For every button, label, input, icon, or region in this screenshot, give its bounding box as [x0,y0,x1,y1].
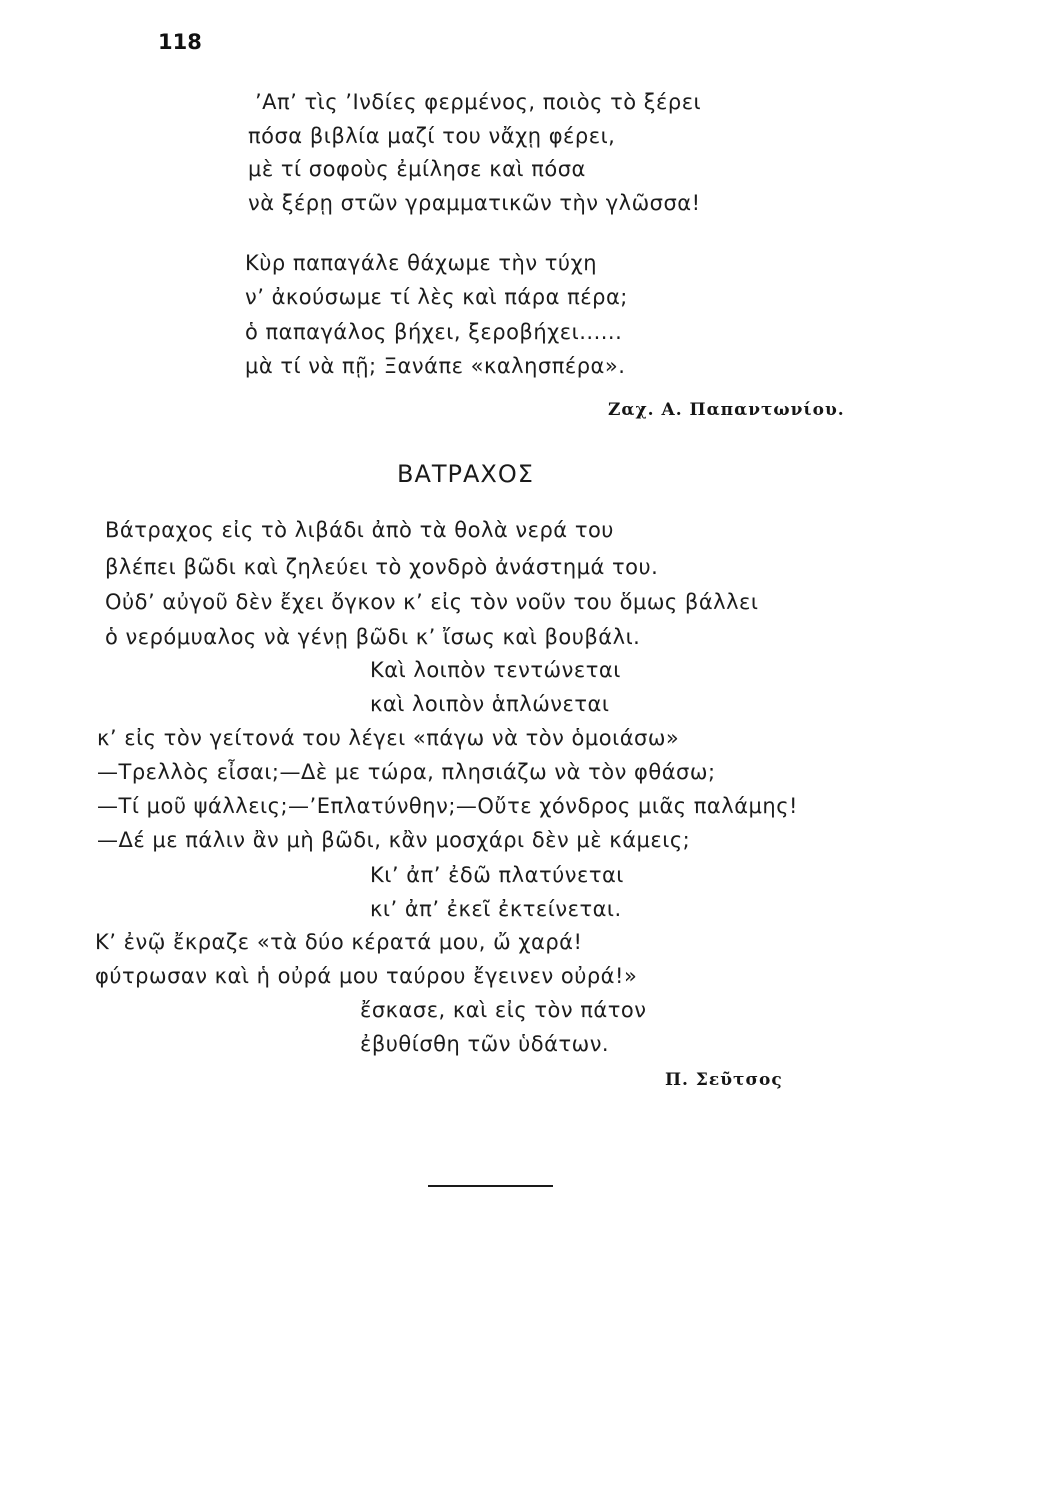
poem1-line: μὲ τί σοφοὺς ἐμίλησε καὶ πόσα [248,157,586,181]
poem2-line: —Τί μοῦ ψάλλεις;—’Επλατύνθην;—Οὔτε χόνδρος μιᾶς παλάμης! [97,794,798,818]
poem2-line: —Τρελλὸς εἶσαι;—Δὲ με τώρα, πλησιάζω νὰ τὸν φθάσω; [97,760,716,784]
poem1-line: μὰ τί νὰ πῇ; Ξανάπε «καλησπέρα». [245,354,626,378]
poem2-title: ΒΑΤΡΑΧΟΣ [397,460,534,488]
poem1-line: Κὺρ παπαγάλε θάχωμε τὴν τύχη [245,251,598,275]
poem2-line: ἐβυθίσθη τῶν ὑδάτων. [360,1032,610,1056]
poem2-line: φύτρωσαν καὶ ἡ οὐρά μου ταύρου ἔγεινεν οὐρά!» [95,964,638,988]
poem1-line: πόσα βιβλία μαζί του νἄχῃ φέρει, [248,124,616,148]
poem1-line: νὰ ξέρῃ στῶν γραμματικῶν τὴν γλῶσσα! [248,191,701,215]
poem2-line: Κ’ ἐνῷ ἔκραζε «τὰ δύο κέρατά μου, ὤ χαρά! [95,930,583,954]
poem2-line: Οὐδ’ αὐγοῦ δὲν ἔχει ὄγκον κ’ εἰς τὸν νοῦν του ὅμως βάλλει [105,590,759,614]
poem1-line: ν’ ἀκούσωμε τί λὲς καὶ πάρα πέρα; [245,285,628,309]
poem2-line: κ’ εἰς τὸν γείτονά του λέγει «πάγω νὰ τὸν ὁμοιάσω» [97,726,680,750]
poem2-line: καὶ λοιπὸν ἁπλώνεται [370,692,610,716]
poem2-line: Κι’ ἀπ’ ἐδῶ πλατύνεται [370,863,624,887]
poem1-signature: Ζαχ. Α. Παπαντωνίου. [608,400,845,420]
page-number: 118 [158,30,202,54]
poem2-line: κι’ ἀπ’ ἐκεῖ ἐκτείνεται. [370,897,622,921]
poem2-line: ὁ νερόμυαλος νὰ γένῃ βῶδι κ’ ἴσως καὶ βουβάλι. [105,625,641,649]
poem2-line: Καὶ λοιπὸν τεντώνεται [370,658,621,682]
poem1-line: ’Απ’ τὶς ’Ινδίες φερμένος, ποιὸς τὸ ξέρει [255,90,702,114]
poem2-line: ἔσκασε, καὶ εἰς τὸν πάτον [360,998,647,1022]
poem1-line: ὁ παπαγάλος βήχει, ξεροβήχει...... [245,320,623,344]
poem2-line: —Δέ με πάλιν ἂν μὴ βῶδι, κἂν μοσχάρι δὲν μὲ κάμεις; [97,828,691,852]
poem2-line: βλέπει βῶδι καὶ ζηλεύει τὸ χονδρὸ ἀνάστημά του. [105,555,659,579]
poem2-line: Βάτραχος εἰς τὸ λιβάδι ἀπὸ τὰ θολὰ νερά του [105,518,614,542]
section-divider [428,1185,553,1187]
poem2-signature: Π. Σεῦτσος [665,1070,783,1090]
